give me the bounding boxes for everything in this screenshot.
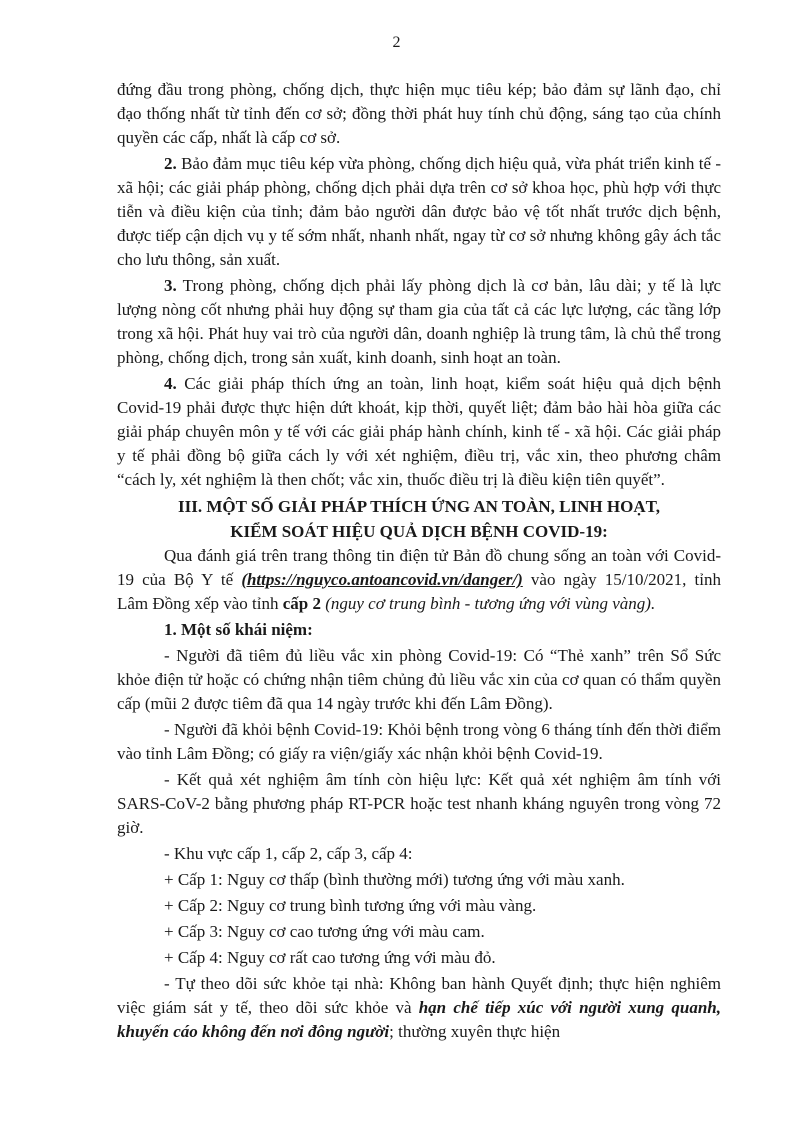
home-monitoring-emphasis: hạn chế tiếp xúc với người xung quanh, khuyến cáo không đến nơi đông người: [117, 998, 721, 1041]
section-heading-line-2: KIỂM SOÁT HIỆU QUẢ DỊCH BỆNH COVID-19:: [230, 522, 608, 541]
paragraph-3: [117, 274, 721, 370]
paragraph-3-text: Trong phòng, chống dịch phải lấy phòng dịch là cơ bản, lâu dài; y tế là lực lượng nòng cốt nhưng phải huy động sự tham gia của tất cả các lực lượng, các tầng lớp trong xã hội. Phát huy vai trò của người dân, doanh nghiệp là trung tâm, là chủ thể trong phòng, chống dịch, trong sản xuất, kinh doanh, sinh hoạt an toàn.: [117, 276, 721, 367]
definition-item: - Người đã tiêm đủ liều vắc xin phòng Covid-19: Có “Thẻ xanh” trên Sổ Sức khỏe điện tử hoặc có chứng nhận tiêm chủng đủ liều vắc xin của cơ quan có thẩm quyền cấp (mũi 2 được tiêm đã qua 14 ngày trước khi đến Lâm Đồng).: [117, 646, 721, 713]
paragraph-4-text: Các giải pháp thích ứng an toàn, linh hoạt, kiểm soát hiệu quả dịch bệnh Covid-19 phải được thực hiện dứt khoát, kịp thời, quyết liệt; đảm bảo hài hòa giữa các giải pháp chuyên môn y tế với các giải pháp hành chính, kinh tế - xã hội. Các giải pháp y tế phải đồng bộ giữa cách ly với xét nghiệm, điều trị, vắc xin, theo phương châm “cách ly, xét nghiệm là then chốt; vắc xin, thuốc điều trị là điều kiện tiên quyết”.: [117, 374, 721, 489]
paragraph-2-number: 2.: [164, 154, 177, 173]
level-item: + Cấp 2: Nguy cơ trung bình tương ứng với màu vàng.: [164, 896, 537, 915]
risk-note: (nguy cơ trung bình - tương ứng với vùng vàng).: [325, 594, 656, 613]
paragraph-3-number: 3.: [164, 276, 177, 295]
home-monitoring-text: - Tự theo dõi sức khỏe tại nhà: Không ban hành Quyết định; thực hiện nghiêm việc giám sát y tế, theo dõi sức khỏe và: [117, 974, 721, 1017]
paragraph-2-text: Bảo đảm mục tiêu kép vừa phòng, chống dịch hiệu quả, vừa phát triển kinh tế - xã hội; các giải pháp phòng, chống dịch phải dựa trên cơ sở khoa học, phù hợp với thực tiễn và điều kiện của tỉnh; đảm bảo người dân được bảo vệ tốt nhất trước dịch bệnh, được tiếp cận dịch vụ y tế sớm nhất, nhanh nhất, ngay từ cơ sở nhưng không gây ách tắc cho lưu thông, sản xuất.: [117, 154, 721, 269]
section-intro: [117, 544, 721, 616]
risk-level: cấp 2: [282, 594, 321, 613]
intro-text-2: vào ngày 15/10/2021, tỉnh Lâm Đồng xếp vào tỉnh: [117, 570, 721, 613]
paragraph-continuation: đứng đầu trong phòng, chống dịch, thực hiện mục tiêu kép; bảo đảm sự lãnh đạo, chỉ đạo thống nhất từ tỉnh đến cơ sở; đồng thời phát huy tính chủ động, sáng tạo của chính quyền các cấp, nhất là cấp cơ sở.: [117, 80, 721, 147]
intro-text: Qua đánh giá trên trang thông tin điện tử Bản đồ chung sống an toàn với Covid-19 của Bộ Y tế: [117, 546, 721, 589]
section-heading: [117, 494, 721, 544]
definition-item: - Khu vực cấp 1, cấp 2, cấp 3, cấp 4:: [164, 844, 413, 863]
definition-item: - Kết quả xét nghiệm âm tính còn hiệu lực: Kết quả xét nghiệm âm tính với SARS-CoV-2 bằng phương pháp RT-PCR hoặc test nhanh kháng nguyên trong vòng 72 giờ.: [117, 770, 721, 837]
paragraph-4-number: 4.: [164, 374, 177, 393]
source-link[interactable]: (https://nguyco.antoancovid.vn/danger/): [241, 570, 523, 589]
paragraph-4: [117, 372, 721, 492]
document-body: [117, 78, 721, 1044]
paragraph-2: [117, 152, 721, 272]
home-monitoring-text-2: ; thường xuyên thực hiện: [389, 1022, 561, 1041]
level-item: + Cấp 4: Nguy cơ rất cao tương ứng với màu đỏ.: [164, 948, 496, 967]
subsection-heading: 1. Một số khái niệm:: [164, 620, 313, 639]
level-item: + Cấp 3: Nguy cơ cao tương ứng với màu cam.: [164, 922, 485, 941]
page-number: 2: [392, 34, 401, 51]
level-item: + Cấp 1: Nguy cơ thấp (bình thường mới) tương ứng với màu xanh.: [164, 870, 625, 889]
definition-item: - Người đã khỏi bệnh Covid-19: Khỏi bệnh trong vòng 6 tháng tính đến thời điểm vào tỉnh Lâm Đồng; có giấy ra viện/giấy xác nhận khỏi bệnh Covid-19.: [117, 720, 721, 763]
section-heading-line-1: III. MỘT SỐ GIẢI PHÁP THÍCH ỨNG AN TOÀN, LINH HOẠT,: [178, 497, 660, 516]
definition-item-home-monitoring: [117, 972, 721, 1044]
